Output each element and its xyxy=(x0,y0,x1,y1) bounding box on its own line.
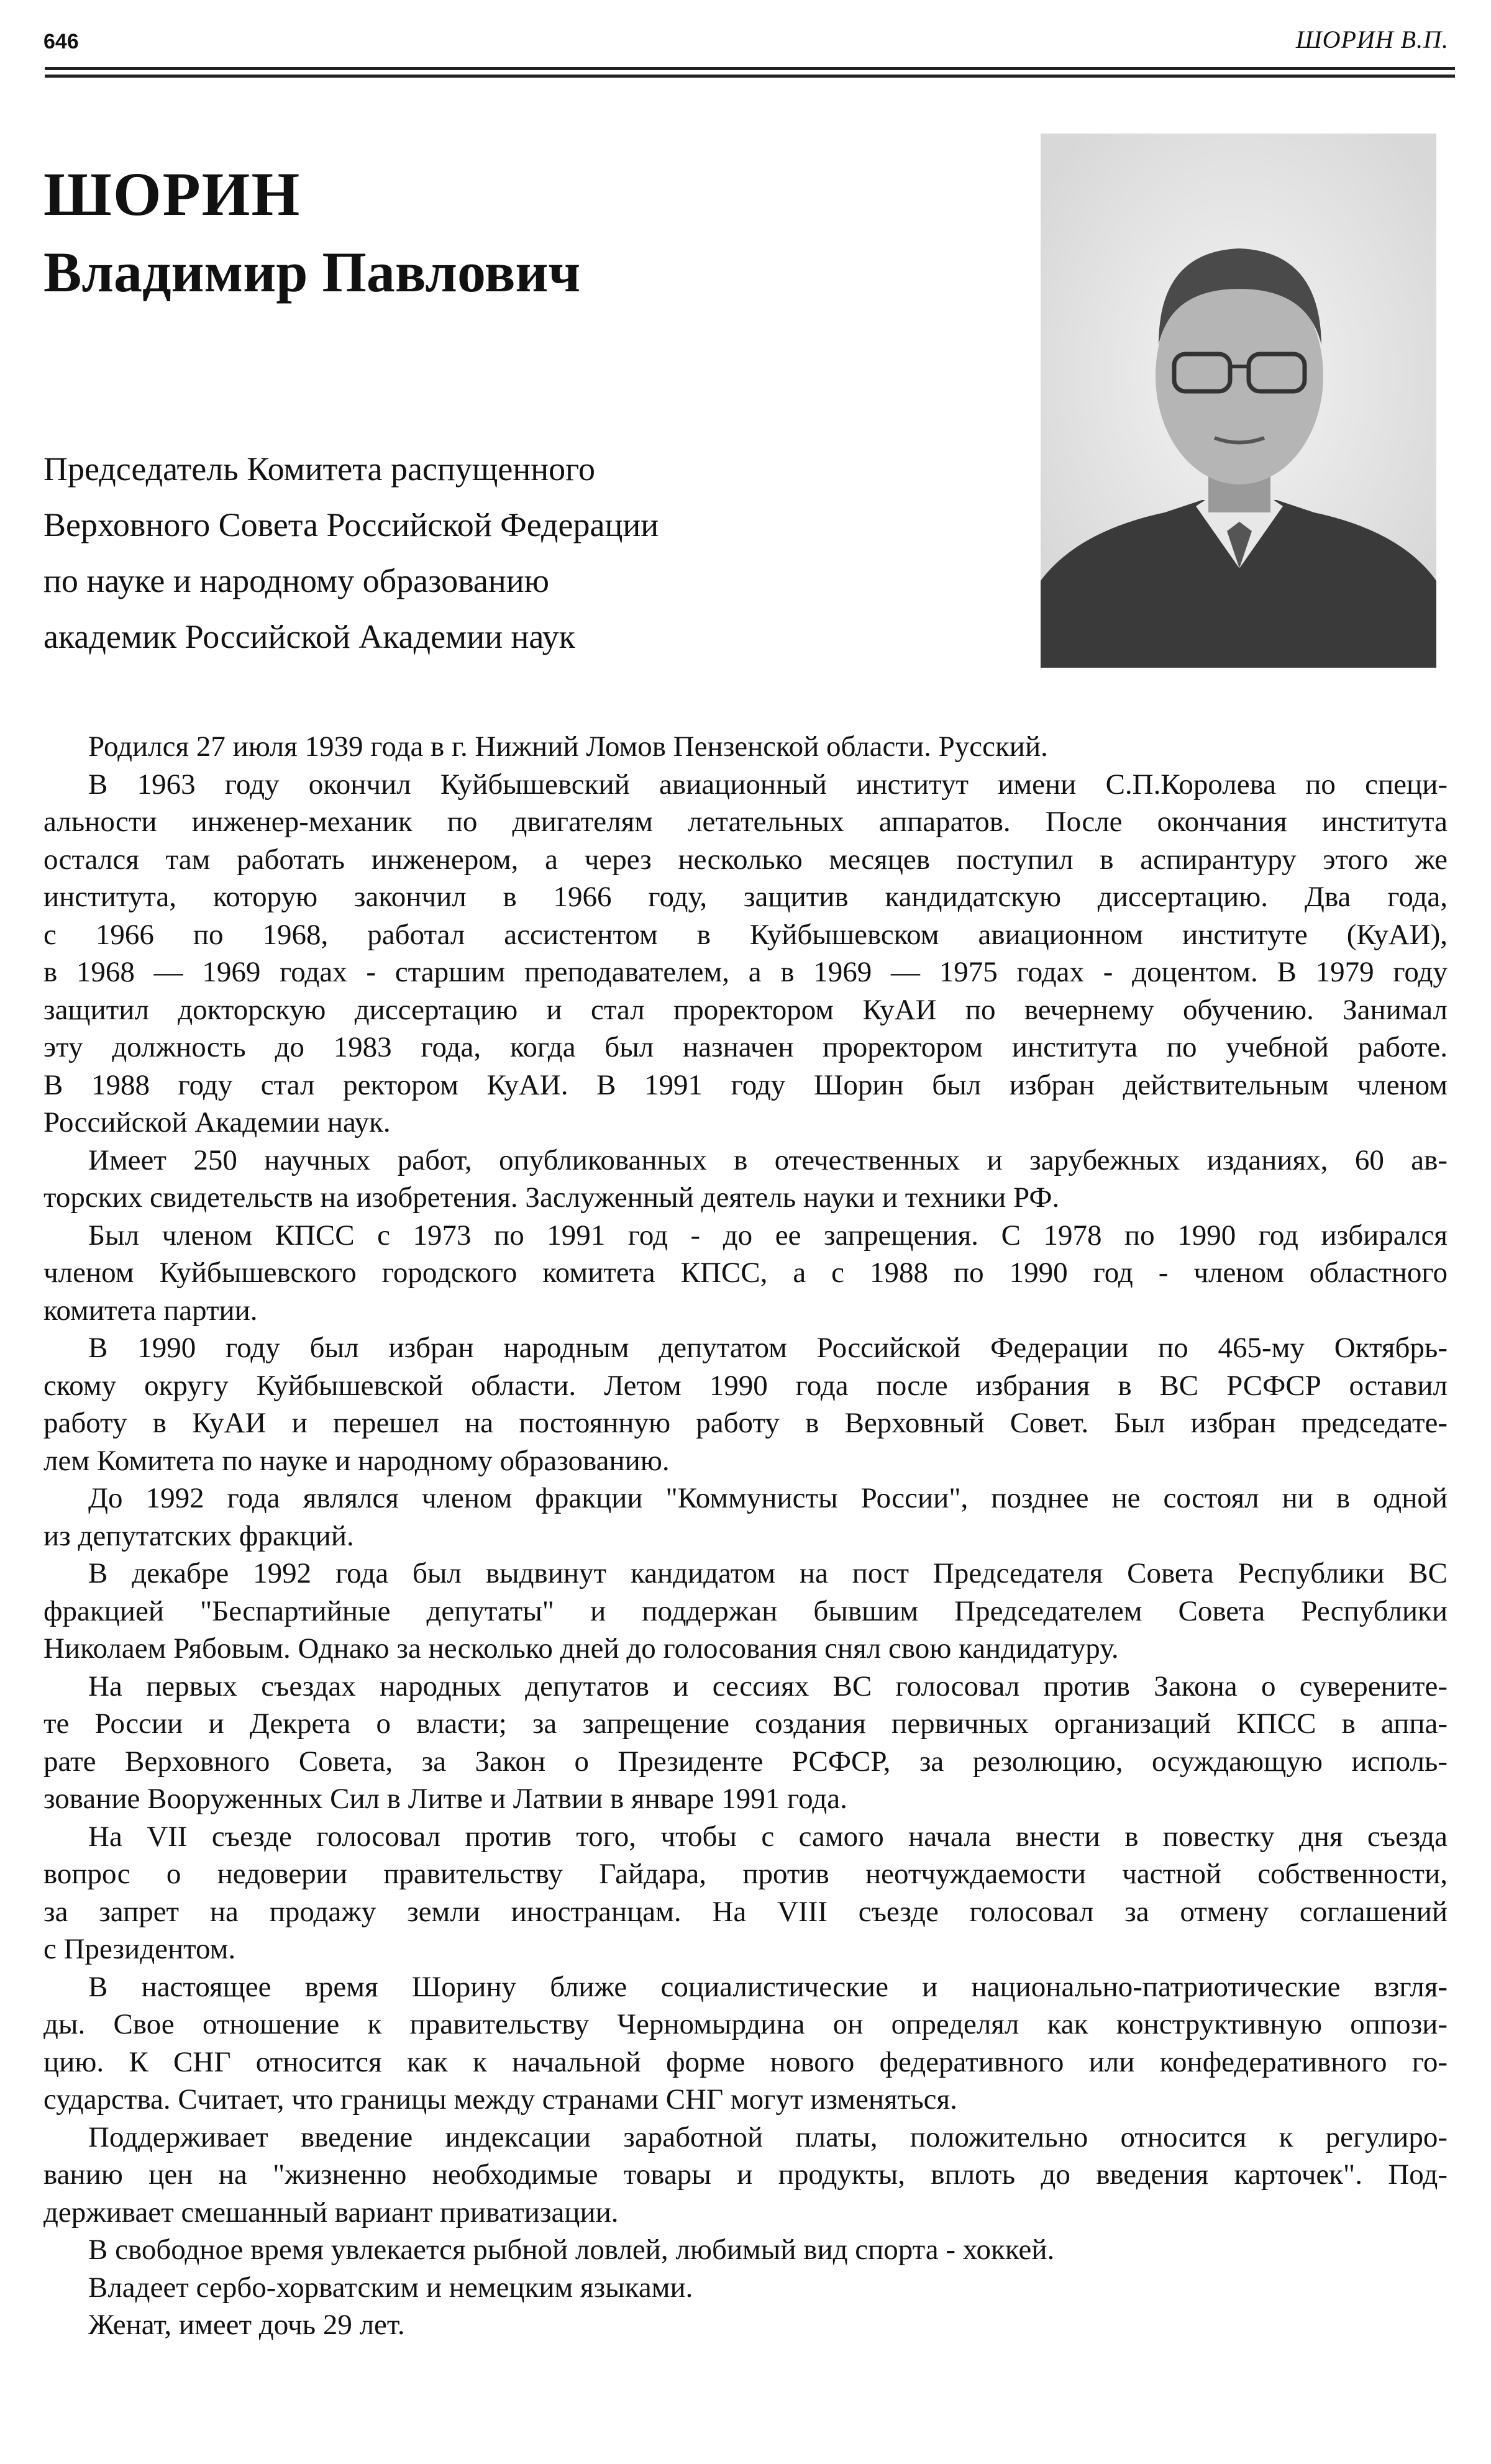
given-names-heading: Владимир Павлович xyxy=(43,240,581,304)
surname-heading: ШОРИН xyxy=(43,160,301,229)
text-line: скому округу Куйбышевской области. Летом 1990 года после избрания в ВС РСФСР оставил xyxy=(43,1369,1448,1402)
biography-text xyxy=(43,728,1448,2344)
text-line: Женат, имеет дочь 29 лет. xyxy=(88,2309,405,2341)
text-line: рате Верховного Совета, за Закон о Президенте РСФСР, за резолюцию, осуждающую исполь- xyxy=(43,1745,1448,1778)
running-title: ШОРИН В.П. xyxy=(1295,25,1449,53)
position-line: Верховного Совета Российской Федерации xyxy=(43,506,659,543)
text-line: Был членом КПСС с 1973 по 1991 год - до ее запрещения. С 1978 по 1990 год избирался xyxy=(88,1219,1448,1252)
text-line: Родился 27 июля 1939 года в г. Нижний Ломов Пензенской области. Русский. xyxy=(88,730,1048,763)
text-line: вопрос о недоверии правительству Гайдара, против неотчуждаемости частной собственности, xyxy=(43,1858,1448,1890)
paragraph xyxy=(43,2306,1448,2344)
text-line: ды. Свое отношение к правительству Черномырдина он определял как конструктивную оппози- xyxy=(43,2008,1448,2040)
paragraph xyxy=(43,1668,1448,1818)
paragraph xyxy=(43,1142,1448,1217)
text-line: альности инженер-механик по двигателям летательных аппаратов. После окончания института xyxy=(43,806,1448,838)
text-line: лем Комитета по науке и народному образованию. xyxy=(43,1444,670,1477)
text-line: На VII съезде голосовал против того, чтобы с самого начала внести в повестку дня съезда xyxy=(88,1820,1448,1853)
paragraph xyxy=(43,2119,1448,2232)
text-line: из депутатских фракций. xyxy=(43,1519,354,1552)
text-line: торских свидетельств на изобретения. Заслуженный деятель науки и техники РФ. xyxy=(43,1181,1060,1214)
header-rule xyxy=(45,75,1455,78)
text-line: Имеет 250 научных работ, опубликованных в отечественных и зарубежных изданиях, 60 ав- xyxy=(88,1143,1448,1176)
text-line: До 1992 года являлся членом фракции "Коммунисты России", позднее не состоял ни в одной xyxy=(88,1482,1448,1514)
text-line: В 1963 году окончил Куйбышевский авиационный институт имени С.П.Королева по специ- xyxy=(88,768,1448,801)
page-number: 646 xyxy=(43,30,79,53)
text-line: На первых съездах народных депутатов и сессиях ВС голосовал против Закона о суверените- xyxy=(88,1670,1448,1703)
paragraph xyxy=(43,1968,1448,2119)
text-line: Российской Академии наук. xyxy=(43,1106,391,1139)
text-line: В свободное время увлекается рыбной ловлей, любимый вид спорта - хоккей. xyxy=(88,2234,1055,2266)
text-line: с Президентом. xyxy=(43,1933,236,1965)
text-line: те России и Декрета о власти; за запрещение создания первичных организаций КПСС в аппа- xyxy=(43,1707,1448,1740)
text-line: института, которую закончил в 1966 году, защитив кандидатскую диссертацию. Два года, xyxy=(43,881,1448,913)
text-line: ванию цен на "жизненно необходимые товары и продукты, вплоть до введения карточек". Под- xyxy=(43,2158,1448,2191)
text-line: В 1990 году был избран народным депутатом Российской Федерации по 465-му Октябрь- xyxy=(88,1332,1448,1364)
paragraph xyxy=(43,2269,1448,2307)
text-line: комитета партии. xyxy=(43,1294,258,1327)
paragraph xyxy=(43,1329,1448,1480)
text-line: В 1988 году стал ректором КуАИ. В 1991 году Шорин был избран действительным членом xyxy=(43,1068,1448,1101)
text-line: сударства. Считает, что границы между странами СНГ могут изменяться. xyxy=(43,2083,957,2116)
paragraph xyxy=(43,2231,1448,2269)
paragraph xyxy=(43,728,1448,766)
text-line: работу в КуАИ и перешел на постоянную работу в Верховный Совет. Был избран председате- xyxy=(43,1407,1448,1439)
text-line: Владеет сербо-хорватским и немецким языками. xyxy=(88,2271,693,2304)
text-line: эту должность до 1983 года, когда был назначен проректором института по учебной работе. xyxy=(43,1031,1448,1063)
text-line: защитил докторскую диссертацию и стал проректором КуАИ по вечернему обучению. Занимал xyxy=(43,993,1448,1026)
text-line: с 1966 по 1968, работал ассистентом в Куйбышевском авиационном институте (КуАИ), xyxy=(43,918,1448,951)
paragraph xyxy=(43,766,1448,1142)
text-line: остался там работать инженером, а через несколько месяцев поступил в аспирантуру этого же xyxy=(43,843,1448,876)
header-rule xyxy=(45,67,1455,70)
text-line: зование Вооруженных Сил в Литве и Латвии в январе 1991 года. xyxy=(43,1783,847,1815)
text-line: Николаем Рябовым. Однако за несколько дней до голосования снял свою кандидатуру. xyxy=(43,1632,1119,1665)
text-line: Поддерживает введение индексации заработной платы, положительно относится к регулиро- xyxy=(88,2121,1448,2153)
text-line: держивает смешанный вариант приватизации. xyxy=(43,2196,619,2229)
paragraph xyxy=(43,1555,1448,1668)
position-line: по науке и народному образованию xyxy=(43,562,549,599)
portrait-photo-icon xyxy=(1041,134,1436,668)
position-description xyxy=(43,441,659,665)
text-line: цию. К СНГ относится как к начальной форме нового федеративного или конфедеративного го- xyxy=(43,2045,1448,2078)
position-line: Председатель Комитета распущенного xyxy=(43,450,595,488)
position-line: академик Российской Академии наук xyxy=(43,618,575,655)
paragraph xyxy=(43,1818,1448,1968)
text-line: фракцией "Беспартийные депутаты" и поддержан бывшим Председателем Совета Республики xyxy=(43,1594,1448,1627)
text-line: членом Куйбышевского городского комитета КПСС, а с 1988 по 1990 год - членом областного xyxy=(43,1257,1448,1289)
text-line: В декабре 1992 года был выдвинут кандидатом на пост Председателя Совета Республики ВС xyxy=(88,1557,1448,1589)
text-line: В настоящее время Шорину ближе социалистические и национально-патриотические взгля- xyxy=(88,1970,1448,2003)
text-line: за запрет на продажу земли иностранцам. На VIII съезде голосовал за отмену соглашений xyxy=(43,1895,1448,1928)
paragraph xyxy=(43,1217,1448,1330)
text-line: в 1968 — 1969 годах - старшим преподавателем, а в 1969 — 1975 годах - доцентом. В 1979 году xyxy=(43,956,1448,988)
paragraph xyxy=(43,1480,1448,1555)
